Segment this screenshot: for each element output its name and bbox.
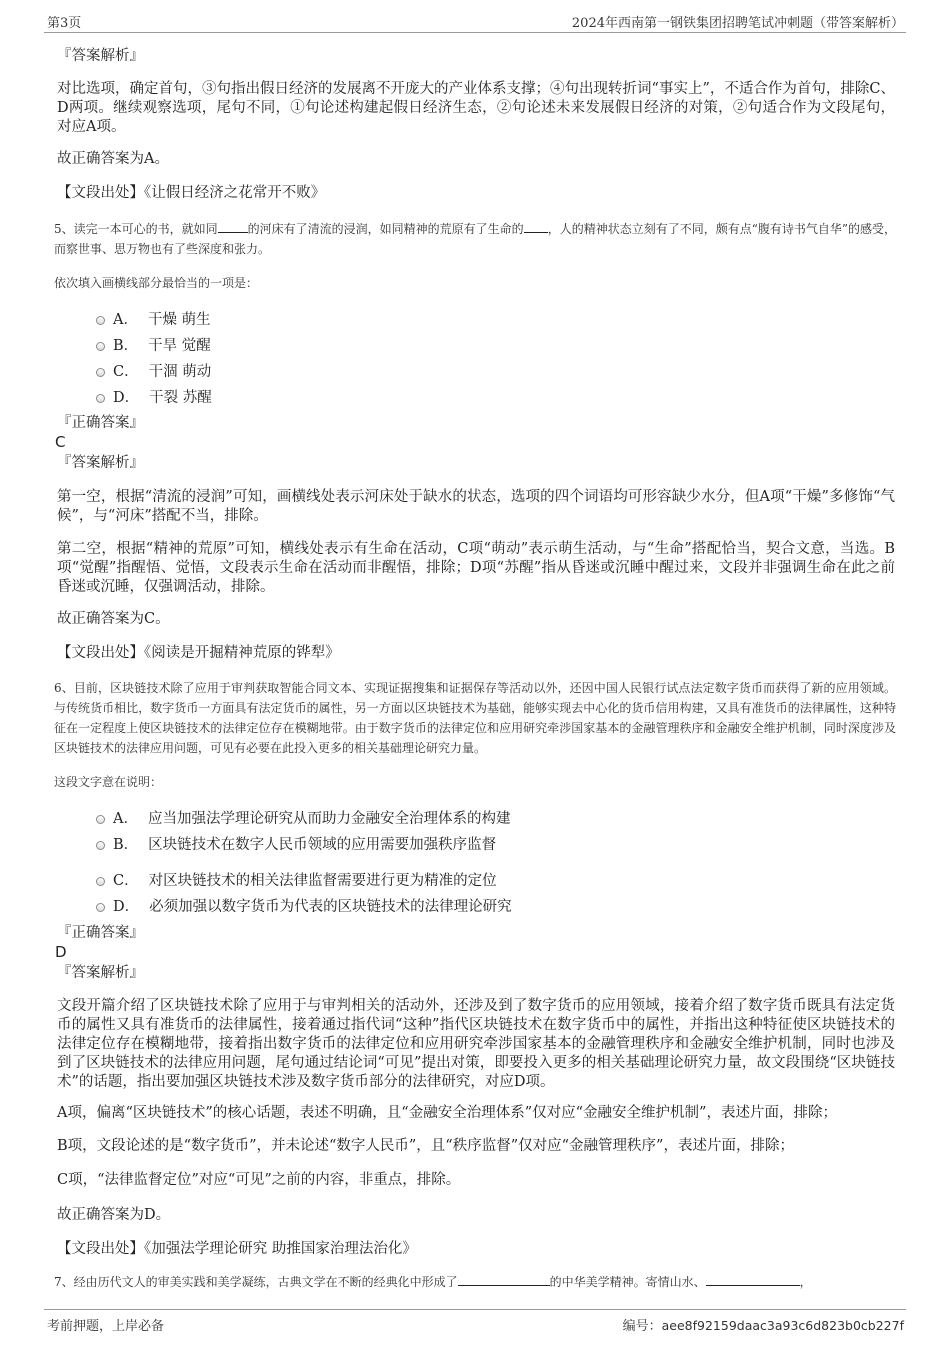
q5-answer: C — [55, 433, 66, 451]
radio-icon[interactable] — [96, 394, 105, 403]
q6-source: 【文段出处】《加强法学理论研究 助推国家治理法治化》 — [57, 1241, 417, 1257]
radio-icon[interactable] — [96, 903, 105, 912]
q6-analysis-1: 文段开篇介绍了区块链技术除了应用于与审判相关的活动外，还涉及到了数字货币的应用领域，接着介绍了数字货币既具有法定货币的属性又具有准货币的法律属性，接着通过指代词“这种”指代区块链技术在数字货币中的属性，并指出这种特征使区块链技术的法律定位存在模糊地带，接着指出数字货币的法律定位和应用研究牵涉国家基本的金融管理秩序和金融安全维护机制，同时也涉及到了区块链技术的法律应用问题，尾句通过结论词“可见”提出对策，即要投入更多的相关基础理论研究力量，故文段围绕“区块链技术”的话题，指出要加强区块链技术涉及数字货币部分的法律研究，对应D项。 — [57, 998, 895, 1090]
blank-line — [218, 220, 248, 233]
q5-analysis-1: 第一空，根据“清流的浸润”可知，画横线处表示河床处于缺水的状态，选项的四个词语均可形容缺少水分，但A项“干燥”多修饰“气候”，与“河床”搭配不当，排除。 — [57, 489, 895, 524]
q5-analysis-2: 第二空，根据“精神的荒原”可知，横线处表示有生命在活动，C项“萌动”表示萌生活动，与“生命”搭配恰当，契合文意，当选。B项“觉醒”指醒悟、觉悟，文段表示生命在活动而非醒悟，排除；D项“苏醒”指从昏迷或沉睡中醒过来，文段并非强调生命在此之前昏迷或沉睡，仅强调活动，排除。 — [57, 541, 895, 595]
page-number: 第3页 — [47, 16, 82, 31]
q6-option-d[interactable]: D． 必须加强以数字货币为代表的区块链技术的法律理论研究 — [96, 895, 512, 915]
q5-stem: 5、读完一本可心的书，就如同 的河床有了清流的浸润，如同精神的荒原有了生命的 ，人的精神状态立刻有了不同，颇有点“腹有诗书气自华”的感受，而察世事、思万物也有了些深度和张力。 — [54, 222, 896, 256]
q5-conclusion: 故正确答案为C。 — [57, 611, 170, 627]
q5-option-c[interactable]: C． 干涸 萌动 — [96, 360, 211, 380]
document-code: 编号：aee8f92159daac3a93c6d823b0cb227f — [622, 1318, 904, 1334]
q6-option-c[interactable]: C． 对区块链技术的相关法律监督需要进行更为精准的定位 — [96, 869, 497, 889]
document-title: 2024年西南第一钢铁集团招聘笔试冲刺题（带答案解析） — [571, 16, 904, 31]
header-divider — [44, 32, 906, 33]
radio-icon[interactable] — [96, 877, 105, 886]
q6-option-a[interactable]: A． 应当加强法学理论研究从而助力金融安全治理体系的构建 — [96, 807, 510, 827]
q6-analysis-label: 『答案解析』 — [57, 965, 144, 981]
radio-icon[interactable] — [96, 316, 105, 325]
q6-answer-label: 『正确答案』 — [57, 925, 144, 941]
footer-divider — [44, 1309, 906, 1310]
q6-analysis-b: B项，文段论述的是“数字货币”，并未论述“数字人民币”，且“秩序监督”仅对应“金融管理秩序”，表述片面，排除； — [57, 1138, 794, 1154]
q4-analysis: 对比选项，确定首句，③句指出假日经济的发展离不开庞大的产业体系支撑；④句出现转折词“事实上”，不适合作为首句，排除C、D两项。继续观察选项，尾句不同，①句论述构建起假日经济生态，②句论述未来发展假日经济的对策，②句适合作为文段尾句，对应A项。 — [57, 81, 895, 135]
q5-source: 【文段出处】《阅读是开掘精神荒原的铧犁》 — [57, 645, 340, 661]
q4-source: 【文段出处】《让假日经济之花常开不败》 — [57, 185, 326, 201]
q6-instruction: 这段文字意在说明： — [54, 775, 163, 789]
q5-option-d[interactable]: D． 干裂 苏醒 — [96, 386, 212, 406]
q5-instruction: 依次填入画横线部分最恰当的一项是： — [54, 276, 259, 290]
q5-answer-label: 『正确答案』 — [57, 415, 144, 431]
blank-line — [458, 1273, 550, 1286]
q5-option-b[interactable]: B． 干旱 觉醒 — [96, 334, 211, 354]
blank-line — [706, 1273, 800, 1286]
radio-icon[interactable] — [96, 342, 105, 351]
q6-stem: 6、目前，区块链技术除了应用于审判获取智能合同文本、实现证据搜集和证据保存等活动以外，还因中国人民银行试点法定数字货币而获得了新的应用领域。与传统货币相比，数字货币一方面具有法定货币的属性，另一方面以区块链技术为基础，能够实现去中心化的货币信用构建，又具有准货币的法律属性，这种特征在一定程度上使区块链技术的法律定位存在模糊地带。由于数字货币的法律定位和应用研究牵涉国家基本的金融管理秩序和金融安全维护机制，同时深度涉及区块链技术的法律应用问题，可见有必要在此投入更多的相关基础理论研究力量。 — [54, 681, 896, 755]
blank-line — [524, 220, 548, 233]
q7-stem: 7、经由历代文人的审美实践和美学凝练，古典文学在不断的经典化中形成了 的中华美学精神。寄情山水、 ， — [54, 1275, 812, 1289]
q6-analysis-c: C项，“法律监督定位”对应“可见”之前的内容，非重点，排除。 — [57, 1172, 461, 1188]
q4-analysis-label: 『答案解析』 — [57, 48, 144, 64]
q6-analysis-a: A项，偏离“区块链技术”的核心话题，表述不明确，且“金融安全治理体系”仅对应“金融安全维护机制”，表述片面，排除； — [57, 1105, 837, 1121]
q4-conclusion: 故正确答案为A。 — [57, 151, 169, 167]
radio-icon[interactable] — [96, 841, 105, 850]
q5-analysis-label: 『答案解析』 — [57, 455, 144, 471]
footer-slogan: 考前押题，上岸必备 — [47, 1319, 165, 1334]
q6-conclusion: 故正确答案为D。 — [57, 1207, 171, 1223]
q6-answer: D — [55, 943, 67, 961]
radio-icon[interactable] — [96, 368, 105, 377]
q6-option-b[interactable]: B． 区块链技术在数字人民币领域的应用需要加强秩序监督 — [96, 833, 496, 853]
q5-option-a[interactable]: A． 干燥 萌生 — [96, 308, 211, 328]
radio-icon[interactable] — [96, 815, 105, 824]
